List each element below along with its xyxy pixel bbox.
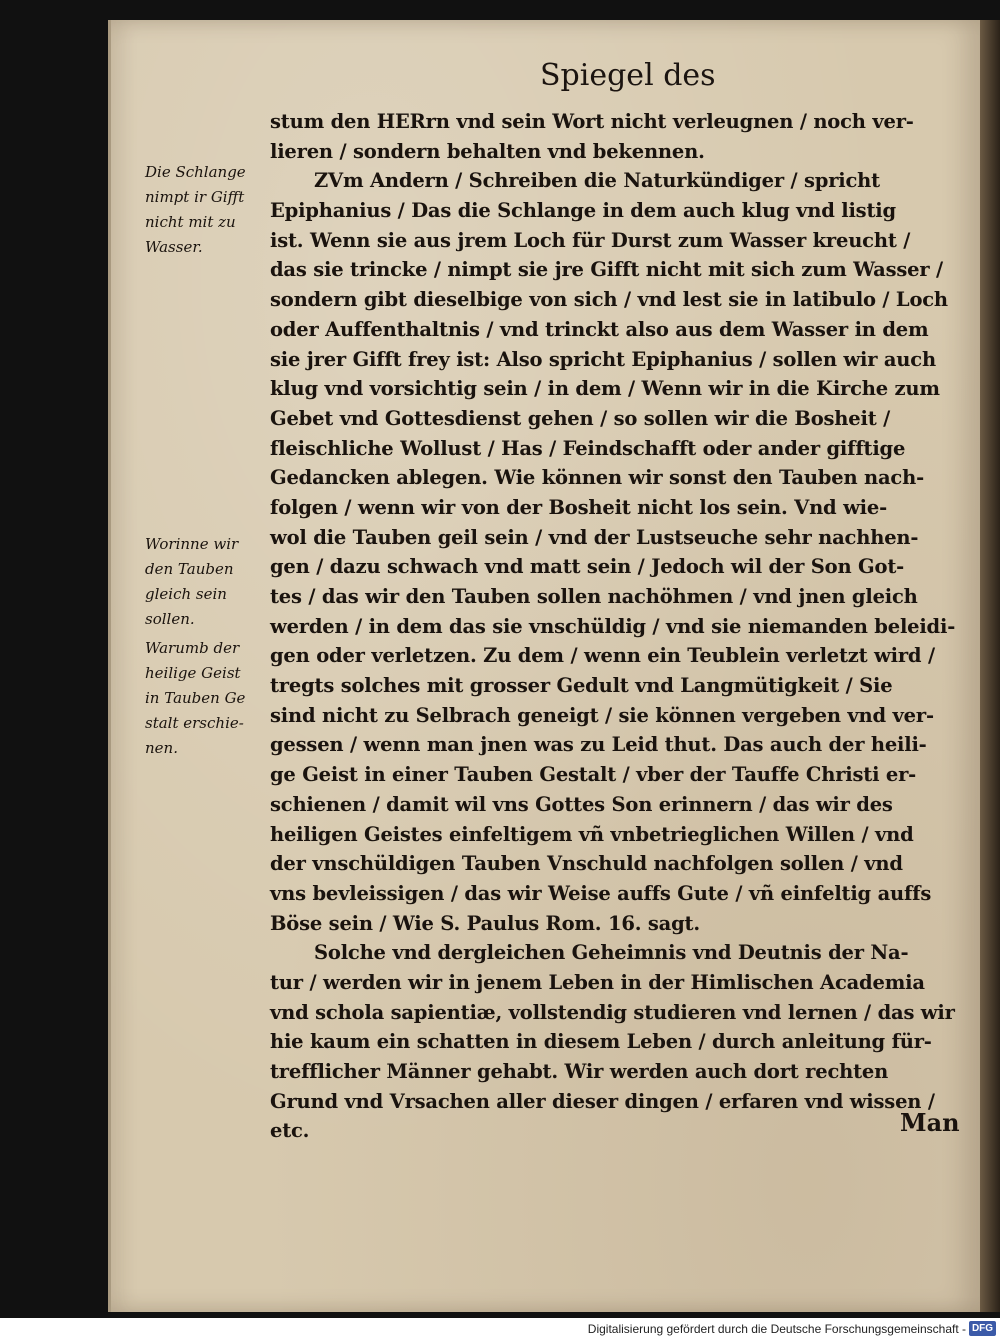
text-line: fleischliche Wollust / Has / Feindschafft oder ander gifftige bbox=[270, 436, 906, 460]
text-line: vnd schola sapientiæ, vollstendig studieren vnd lernen / das wir bbox=[270, 1000, 955, 1024]
margin-note-holy-spirit bbox=[145, 636, 270, 761]
text-line: tur / werden wir in jenem Leben in der Himlischen Academia bbox=[270, 970, 925, 994]
text-line: hie kaum ein schatten in diesem Leben / durch anleitung für- bbox=[270, 1030, 932, 1054]
margin-note-line: den Tauben bbox=[145, 560, 234, 578]
text-line: gessen / wenn man jnen was zu Leid thut. Das auch der heili- bbox=[270, 733, 927, 757]
text-line: ist. Wenn sie aus jrem Loch für Durst zum Wasser kreucht / bbox=[270, 228, 911, 252]
margin-note-line: sollen. bbox=[145, 610, 195, 628]
footer-credit: Digitalisierung gefördert durch die Deutsche Forschungsgemeinschaft - bbox=[587, 1322, 966, 1336]
body-text bbox=[270, 107, 970, 1146]
text-line: ZVm Andern / Schreiben die Naturkündiger / spricht bbox=[314, 169, 880, 193]
text-line: oder Auffenthaltnis / vnd trinckt also aus dem Wasser in dem bbox=[270, 317, 929, 341]
text-line: werden / in dem das sie vnschüldig / vnd sie niemanden beleidi- bbox=[270, 614, 956, 638]
margin-note-serpent bbox=[145, 160, 270, 260]
text-line: Solche vnd dergleichen Geheimnis vnd Deutnis der Na- bbox=[314, 941, 909, 965]
margin-note-line: gleich sein bbox=[145, 585, 227, 603]
text-line: folgen / wenn wir von der Bosheit nicht los sein. Vnd wie- bbox=[270, 495, 887, 519]
text-line: gen oder verletzen. Zu dem / wenn ein Teublein verletzt wird / bbox=[270, 644, 935, 668]
margin-note-line: nen. bbox=[145, 739, 178, 757]
text-line: Gebet vnd Gottesdienst gehen / so sollen wir die Bosheit / bbox=[270, 406, 891, 430]
margin-note-line: heilige Geist bbox=[145, 664, 241, 682]
text-line: gen / dazu schwach vnd matt sein / Jedoch wil der Son Got- bbox=[270, 555, 905, 579]
margin-note-line: nimpt ir Gifft bbox=[145, 188, 245, 206]
margin-note-doves bbox=[145, 532, 270, 632]
text-line: tregts solches mit grosser Gedult vnd Langmütigkeit / Sie bbox=[270, 674, 893, 698]
text-line: Epiphanius / Das die Schlange in dem auch klug vnd listig bbox=[270, 199, 896, 223]
margin-note-line: Die Schlange bbox=[145, 163, 246, 181]
text-line: etc. bbox=[270, 1119, 310, 1143]
text-line: sondern gibt dieselbige von sich / vnd lest sie in latibulo / Loch bbox=[270, 288, 948, 312]
text-line: tes / das wir den Tauben sollen nachöhmen / vnd jnen gleich bbox=[270, 585, 918, 608]
margin-note-line: stalt erschie- bbox=[145, 714, 244, 732]
text-line: Grund vnd Vrsachen aller dieser dingen / erfaren vnd wissen / bbox=[270, 1089, 935, 1113]
text-line: stum den HERrn vnd sein Wort nicht verleugnen / noch ver- bbox=[270, 110, 914, 133]
text-line: Böse sein / Wie S. Paulus Rom. 16. sagt. bbox=[270, 911, 700, 935]
page-gutter-shadow bbox=[980, 20, 1000, 1312]
catchword: Man bbox=[900, 1108, 960, 1137]
text-line: sie jrer Gifft frey ist: Also spricht Epiphanius / sollen wir auch bbox=[270, 347, 936, 371]
text-line: das sie trincke / nimpt sie jre Gifft nicht mit sich zum Wasser / bbox=[270, 258, 943, 282]
margin-note-line: in Tauben Ge bbox=[145, 689, 246, 707]
margin-note-line: nicht mit zu bbox=[145, 213, 236, 231]
text-line: sind nicht zu Selbrach geneigt / sie können vergeben vnd ver- bbox=[270, 703, 934, 727]
text-line: schienen / damit wil vns Gottes Son erinnern / das wir des bbox=[270, 792, 893, 816]
text-line: trefflicher Männer gehabt. Wir werden auch dort rechten bbox=[270, 1060, 889, 1083]
text-line: vns bevleissigen / das wir Weise auffs Gute / vñ einfeltig auffs bbox=[270, 881, 932, 905]
dfg-logo: DFG bbox=[969, 1321, 996, 1336]
text-line: ge Geist in einer Tauben Gestalt / vber der Tauffe Christi er- bbox=[270, 763, 917, 787]
margin-note-line: Wasser. bbox=[145, 238, 203, 256]
text-line: lieren / sondern behalten vnd bekennen. bbox=[270, 139, 705, 163]
text-line: der vnschüldigen Tauben Vnschuld nachfolgen sollen / vnd bbox=[270, 852, 903, 876]
text-line: wol die Tauben geil sein / vnd der Lustseuche sehr nachhen- bbox=[270, 525, 919, 549]
text-line: Gedancken ablegen. Wie können wir sonst den Tauben nach- bbox=[270, 466, 924, 490]
running-title: Spiegel des bbox=[540, 58, 716, 93]
margin-note-line: Warumb der bbox=[145, 639, 240, 657]
margin-note-line: Worinne wir bbox=[145, 535, 239, 553]
text-line: heiligen Geistes einfeltigem vñ vnbetrieglichen Willen / vnd bbox=[270, 822, 914, 846]
text-line: klug vnd vorsichtig sein / in dem / Wenn wir in die Kirche zum bbox=[270, 377, 940, 401]
